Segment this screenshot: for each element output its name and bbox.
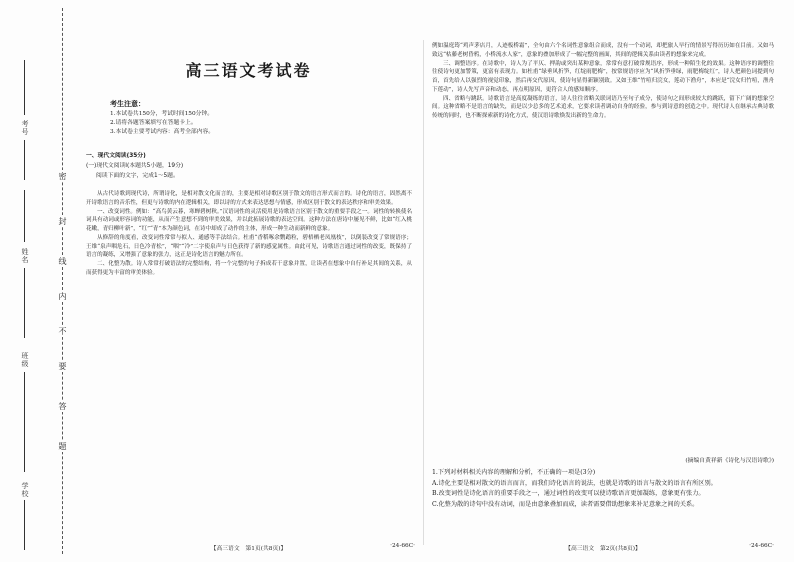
column-divider <box>423 40 424 545</box>
page-footer-text: 【高三语文 第2页(共8页)】 <box>565 546 641 552</box>
passage-left-column <box>86 190 412 278</box>
reading-instruction: 阅读下面的文字，完成1～5题。 <box>96 173 179 179</box>
page-footer-text: 【高三语文 第1页(共8页)】 <box>210 546 287 552</box>
notes-item: 1.本试卷共150分，考试时间150分钟。 <box>110 111 214 117</box>
notes-item: 2.请将各题答案填写在答题卡上。 <box>110 120 197 126</box>
notes-item: 3.本试卷主要考试内容：高考全部内容。 <box>110 129 215 135</box>
seal-char: 内 <box>58 292 67 300</box>
question-stem: 1.下列对材料相关内容的理解和分析，不正确的一项是(3分) <box>432 469 596 476</box>
seal-char: 不 <box>58 327 67 335</box>
seal-char: 答 <box>58 402 67 410</box>
passage-paragraph: 从古代诗歌到现代诗，所谓诗化，是相对散文化而言的，主要是相对诗歌区别于散文的语言形式而言的。诗化的语言，固然离不开诗歌语言的音乐性，但更与诗歌的内在逻辑相关，即以诗的方式来表达思想与情感，形成区别于散文的表达秩序和审美效果。 <box>86 191 412 206</box>
passage-paragraph: 例如温庭筠“鸡声茅店月，人迹板桥霜”，全句由六个名词性意象组合而成，没有一个动词，却把旅人早行的情景写得历历如在目前。又如马致远“枯藤老树昏鸦，小桥流水人家”，意象的叠加形成了一幅完整的画面，其间的逻辑关系由读者的想象来完成。 <box>432 43 774 58</box>
question-1 <box>432 468 774 510</box>
seal-line <box>62 8 63 554</box>
seal-char: 题 <box>58 442 67 450</box>
exam-code: ·24-66C· <box>749 543 774 549</box>
exam-number-blank <box>24 60 25 115</box>
passage-paragraph: 一、改变词性。例如：“高鸟黄云暮，寒蝉碧树秋。”汉语词性的灵活使用是诗歌语言区别于散文的重要手段之一。词性的转换使名词具有动词或形容词的功能，从而产生意想不到的审美效果，并以此拓展诗歌的表达空间。这种方法在唐诗中屡见不鲜，比如“红入桃花嫩，青归柳叶新”，“红”“青”本为颜色词，在诗中却成了动作的主体，形成一种生动而新鲜的意象。 <box>86 208 412 232</box>
exam-title: 高三语文考试卷 <box>185 61 312 80</box>
class-label: 班级 <box>21 352 29 368</box>
school-label: 学校 <box>21 482 29 498</box>
name-label: 姓名 <box>21 248 29 264</box>
class-blank <box>24 372 25 472</box>
seal-char: 密 <box>58 172 67 180</box>
name-blank-2 <box>24 268 25 338</box>
seal-char: 线 <box>58 257 67 265</box>
notes-heading: 考生注意： <box>110 100 145 108</box>
passage-paragraph: 三、调整语序。在诗歌中，诗人为了平仄、押韵或突出某种意象，常常有意打破常规语序，形成一种陌生化的效果。这种语序的调整往往使诗句更加警策，更富有表现力。如杜甫“绿垂风折笋，红绽雨肥梅”，按常规语序应为“风折笋垂绿，雨肥梅绽红”，诗人把颜色词提到句首，首先给人以强烈的视觉印象，然后再交代原因，使诗句显得新颖别致。又如王维“竹喧归浣女，莲动下渔舟”，本应是“浣女归竹喧，渔舟下莲动”，诗人先写声音和动态，再点明原因，更符合人的感知顺序。 <box>432 60 774 93</box>
question-option: A.诗化主要是相对散文的语言而言，而我们诗化语言的说法，也就是诗歌的语言与散文的语言有所区别。 <box>432 479 717 487</box>
passage-paragraph: 四、省略与跳跃。诗歌语言是高度凝练的语言，诗人往往省略关联词语乃至句子成分，使诗句之间形成较大的跳跃，留下广阔的想象空间。这种省略不是语言的缺失，而是以少总多的艺术追求，它要求读者调动自身的经验，参与到诗意的创造之中。现代诗人在继承古典诗歌传统的同时，也不断探索新的诗化方式，使汉语诗歌焕发出新的生命力。 <box>432 95 774 119</box>
passage-right-column <box>432 42 774 121</box>
passage-paragraph: 二、化整为散。诗人常常打破语法的完整结构，将一个完整的句子拆成若干意象并置，让读者在想象中自行补足其间的关系，从而获得更为丰富的审美体验。 <box>86 261 412 276</box>
exam-code: ·24-66C· <box>390 543 415 549</box>
exam-notes <box>110 100 400 137</box>
binding-margin <box>0 0 72 562</box>
school-blank <box>24 500 25 550</box>
section-heading: 一、现代文阅读(35分) <box>86 153 146 159</box>
question-option: C.化整为散的诗句中没有动词，而是由意象叠加而成，读者需要借助想象来补足意象之间的关系。 <box>432 500 699 508</box>
seal-char: 封 <box>58 217 67 225</box>
subsection-heading: (一)现代文阅读Ⅰ(本题共5小题，19分) <box>86 163 184 169</box>
passage-paragraph: 从修辞的角度看，改变词性常常与拟人、通感等手法结合。杜甫“香稻啄余鹦鹉粒，碧梧栖老凤凰枝”，以倒装改变了常规语序；王维“泉声咽危石，日色冷青松”，“咽”“冷”二字使泉声与日色获得了新的感觉属性。由此可见，诗歌语言通过词性的改变，既保持了语言的凝练，又增强了意象的张力，这正是诗化语言的魅力所在。 <box>86 234 412 259</box>
exam-number-blank-2 <box>24 140 25 180</box>
exam-number-label: 考号 <box>21 120 29 136</box>
name-blank <box>24 190 25 242</box>
passage-source: (摘编自黄祥新《诗化与汉语诗歌》) <box>685 458 774 464</box>
seal-char: 要 <box>58 362 67 370</box>
question-option: B.改变词性是诗化语言的重要手段之一，通过词性的改变可以使诗歌语言更加凝练，意象更有张力。 <box>432 490 705 498</box>
